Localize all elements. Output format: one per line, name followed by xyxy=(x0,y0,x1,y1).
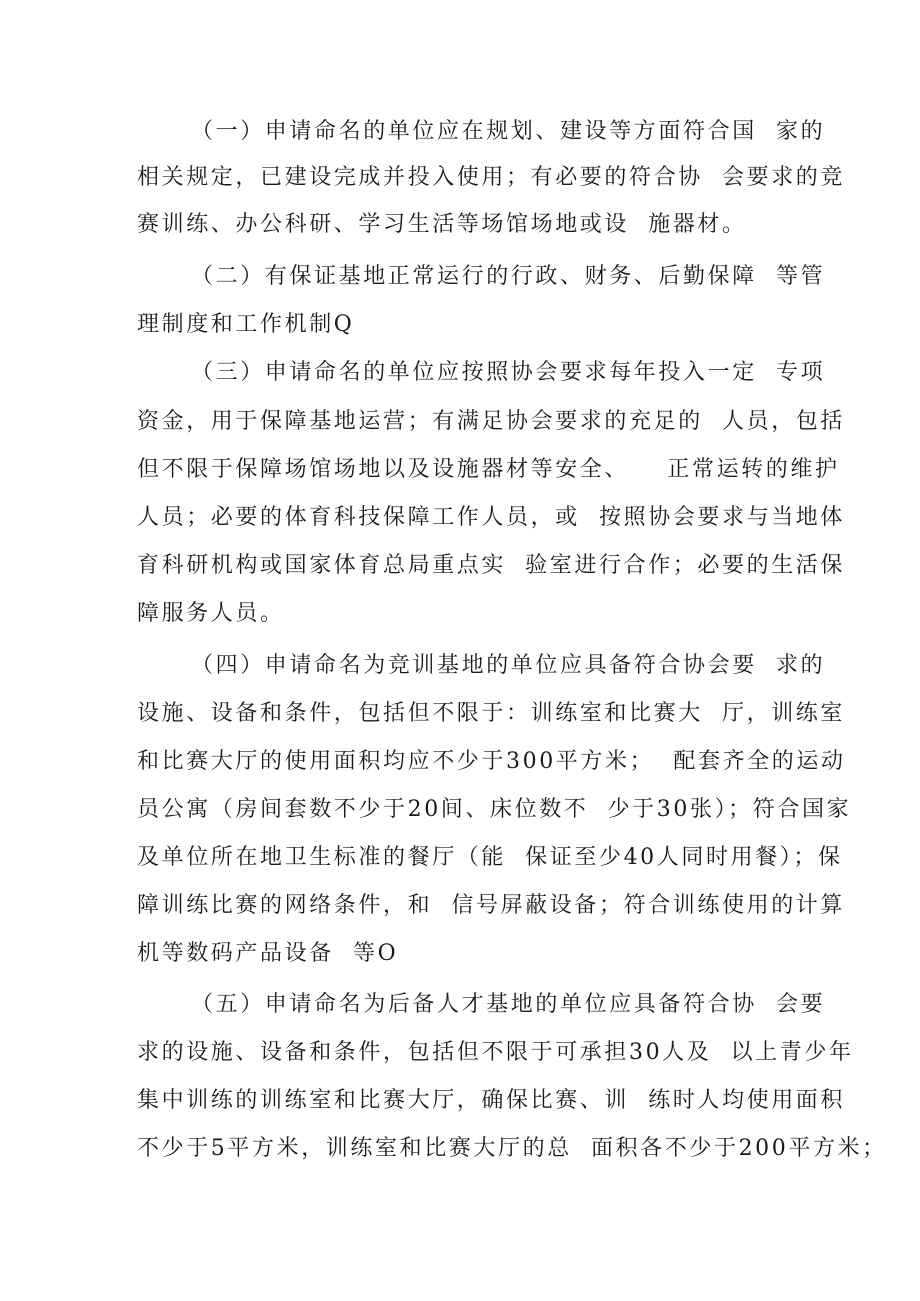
paragraph-4-line-1: （四）申请命名为竞训基地的单位应具备符合协会要 求的 xyxy=(191,653,826,678)
paragraph-3-line-2: 资金，用于保障基地运营；有满足协会要求的充足的 人员，包括 xyxy=(137,409,845,434)
paragraph-3-line-3: 但不限于保障场馆场地以及设施器材等安全、 正常运转的维护 xyxy=(137,457,840,482)
paragraph-4-line-7: 机等数码产品设备 等O xyxy=(137,941,399,966)
paragraph-1-line-3: 赛训练、办公科研、学习生活等场馆场地或设 施器材。 xyxy=(137,212,747,237)
paragraph-3-line-4: 人员；必要的体育科技保障工作人员，或 按照协会要求与当地体 xyxy=(137,505,845,530)
paragraph-1-line-1: （一）申请命名的单位应在规划、建设等方面符合国 家的 xyxy=(191,119,826,144)
paragraph-4-line-4: 员公寓（房间套数不少于20间、床位数不 少于30张）；符合国家 xyxy=(137,797,852,822)
paragraph-5-line-2: 求的设施、设备和条件，包括但不限于可承担30人及 以上青少年 xyxy=(137,1040,854,1065)
paragraph-3-line-6: 障服务人员。 xyxy=(137,601,285,626)
paragraph-4-line-2: 设施、设备和条件，包括但不限于：训练室和比赛大 厅，训练室 xyxy=(137,701,845,726)
paragraph-4-line-5: 及单位所在地卫生标准的餐厅（能 保证至少40人同时用餐）；保 xyxy=(137,845,843,870)
paragraph-4-line-6: 障训练比赛的网络条件，和 信号屏蔽设备；符合训练使用的计算 xyxy=(137,893,845,918)
paragraph-2-line-1: （二）有保证基地正常运行的行政、财务、后勤保障 等管 xyxy=(191,264,826,289)
paragraph-5-line-3: 集中训练的训练室和比赛大厅，确保比赛、训 练时人均使用面积 xyxy=(137,1088,845,1113)
paragraph-3-line-1: （三）申请命名的单位应按照协会要求每年投入一定 专项 xyxy=(191,360,826,385)
paragraph-2-line-2: 理制度和工作机制Q xyxy=(137,312,355,337)
paragraph-4-line-3: 和比赛大厅的使用面积均应不少于300平方米； 配套齐全的运动 xyxy=(137,749,846,774)
paragraph-1-line-2: 相关规定，已建设完成并投入使用；有必要的符合协 会要求的竞 xyxy=(137,165,845,190)
paragraph-5-line-1: （五）申请命名为后备人才基地的单位应具备符合协 会要 xyxy=(191,992,826,1017)
paragraph-3-line-5: 育科研机构或国家体育总局重点实 验室进行合作；必要的生活保 xyxy=(137,553,845,578)
paragraph-5-line-4: 不少于5平方米，训练室和比赛大厅的总 面积各不少于200平方米； xyxy=(137,1136,887,1161)
